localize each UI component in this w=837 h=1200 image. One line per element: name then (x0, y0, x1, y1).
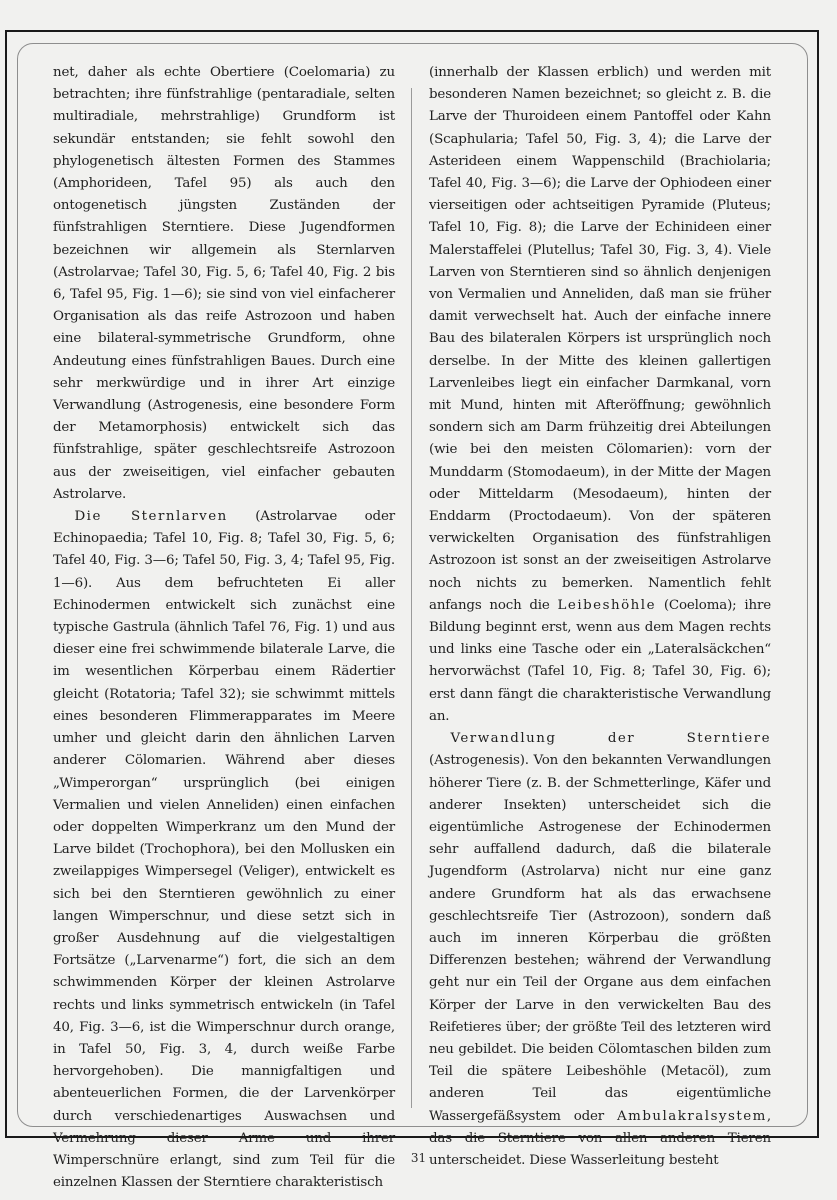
column-divider (411, 88, 412, 1108)
paragraph-intro-continued: net, daher als echte Obertiere (Coelomaria) zu betrachten; ihre fünfstrahlige (pentaradiale, selten multiradiale, mehrstrahlige) Grundform ist sekundär entstanden; sie fehlt sowohl den phylogenetisch ältesten Formen des Stammes (Amphorideen, Tafel 95) als auch den ontogenetisch jüngsten Zuständen der fünfstrahligen Sterntiere. Diese Jugendformen bezeichnen wir allgemein als Sternlarven (Astrolarvae; Tafel 30, Fig. 5, 6; Tafel 40, Fig. 2 bis 6, Tafel 95, Fig. 1—6); sie sind von viel einfacherer Organisation als das reife Astrozoon und haben eine bilateral-symmetrische Grundform, ohne Andeutung eines fünfstrahligen Baues. Durch eine sehr merkwürdige und in ihrer Art einzige Verwandlung (Astrogenesis, eine besondere Form der Metamorphosis) entwickelt sich das fünfstrahlige, später geschlechtsreife Astrozoon aus der zweiseitigen, viel einfacher gebauten Astrolarve. (53, 65, 395, 502)
page-number: 31 (410, 1151, 427, 1165)
term-ambulakralsystem: Ambulakralsystem (616, 1108, 767, 1124)
term-leibeshoehle: Leibeshöhle (557, 597, 657, 613)
right-column (429, 62, 771, 1172)
paragraph-verwandlung-body: (Astrogenesis). Von den bekannten Verwandlungen höherer Tiere (z. B. der Schmetterlinge, Käfer und anderer Insekten) unterscheidet sich die eigentümliche Astrogenese der Echinodermen sehr auffallend dadurch, daß die bilaterale Jugendform (Astrolarva) nicht nur eine ganz andere Grundform hat als das erwachsene geschlechtsreife Tier (Astrozoon), sondern daß auch im inneren Körperbau die größten Differenzen bestehen; während der Verwandlung geht nur ein Teil der Organe aus dem einfachen Körper der Larve in den verwickelten Bau des Reifetieres über; der größte Teil des letzteren wird neu gebildet. Die beiden Cölomtaschen bilden zum Teil die spätere Leibeshöhle (Metacöl), zum anderen Teil das eigentümliche Wassergefäßsystem oder (429, 753, 771, 1124)
section-heading-sternlarven: Die Sternlarven (74, 509, 228, 525)
paragraph-verwandlung (429, 728, 771, 1172)
section-heading-verwandlung: Verwandlung der Sterntiere (450, 731, 771, 747)
paragraph-sternlarven-body: (Astrolarvae oder Echinopaedia; Tafel 10, Fig. 8; Tafel 30, Fig. 5, 6; Tafel 40, Fig. 3—6; Tafel 50, Fig. 3, 4; Tafel 95, Fig. 1—6). Aus dem befruchteten Ei aller Echinodermen entwickelt sich zunächst eine typische Gastrula (ähnlich Tafel 76, Fig. 1) und aus dieser eine frei schwimmende bilaterale Larve, die im wesentlichen Körperbau einem Rädertier gleicht (Rotatoria; Tafel 32); sie schwimmt mittels eines besonderen Flimmerapparates im Meere umher und gleicht darin den ähnlichen Larven anderer Cölomarien. Während aber dieses „Wimperorgan“ ursprünglich (bei einigen Vermalien und vielen Anneliden) einen einfachen oder doppelten Wimperkranz um den Mund der Larve bildet (Trochophora), bei den Mollusken ein zweilappiges Wimpersegel (Veliger), entwickelt es sich bei den Sterntieren gewöhnlich zu einer langen Wimperschnur, und diese setzt sich in großer Ausdehnung auf die vielgestaltigen Fortsätze („Larvenarme“) fort, die sich an dem schwimmenden Körper der kleinen Astrolarve rechts und links symmetrisch entwickeln (in Tafel 40, Fig. 3—6, ist die Wimperschnur durch orange, in Tafel 50, Fig. 3, 4, durch weiße Farbe hervorgehoben). Die mannigfaltigen und abenteuerlichen Formen, die der Larvenkörper durch verschiedenartiges Auswachsen und Vermehrung dieser Arme und ihrer Wimperschnüre erlangt, sind zum Teil für die einzelnen Klassen der Sterntiere charakteristisch (53, 509, 395, 1191)
paragraph-larval-forms (429, 62, 771, 728)
paragraph-verwandlung-tail: , das die Sterntiere von allen anderen Tieren unterscheidet. Diese Wasserleitung besteht (429, 1108, 771, 1168)
paragraph-larval-forms-body: (innerhalb der Klassen erblich) und werden mit besonderen Namen bezeichnet; so gleicht z. B. die Larve der Thuroideen einem Pantoffel oder Kahn (Scaphularia; Tafel 50, Fig. 3, 4); die Larve der Asterideen einem Wappenschild (Brachiolaria; Tafel 40, Fig. 3—6); die Larve der Ophiodeen einer vierseitigen oder achtseitigen Pyramide (Pluteus; Tafel 10, Fig. 8); die Larve der Echinideen einer Malerstaffelei (Plutellus; Tafel 30, Fig. 3, 4). Viele Larven von Sterntieren sind so ähnlich denjenigen von Vermalien und Anneliden, daß man sie früher damit verwechselt hat. Auch der einfache innere Bau des bilateralen Körpers ist ursprünglich noch derselbe. In der Mitte des kleinen gallertigen Larvenleibes liegt ein einfacher Darmkanal, vorn mit Mund, hinten mit Afteröffnung; gewöhnlich sondern sich am Darm frühzeitig drei Abteilungen (wie bei den meisten Cölomarien): vorn der Munddarm (Stomodaeum), in der Mitte der Magen oder Mitteldarm (Mesodaeum), hinten der Enddarm (Proctodaeum). Von der späteren verwickelten Organisation des fünfstrahligen Astrozoon ist sonst an der zweiseitigen Astrolarve noch nichts zu bemerken. Namentlich fehlt anfangs noch die (429, 65, 771, 613)
paragraph-sternlarven (53, 506, 395, 1194)
paragraph-larval-forms-tail: (Coeloma); ihre Bildung beginnt erst, wenn aus dem Magen rechts und links eine Tasche oder ein „Lateralsäckchen“ hervorwächst (Tafel 10, Fig. 8; Tafel 30, Fig. 6); erst dann fängt die charakteristische Verwandlung an. (429, 597, 771, 724)
left-column (53, 62, 395, 1194)
